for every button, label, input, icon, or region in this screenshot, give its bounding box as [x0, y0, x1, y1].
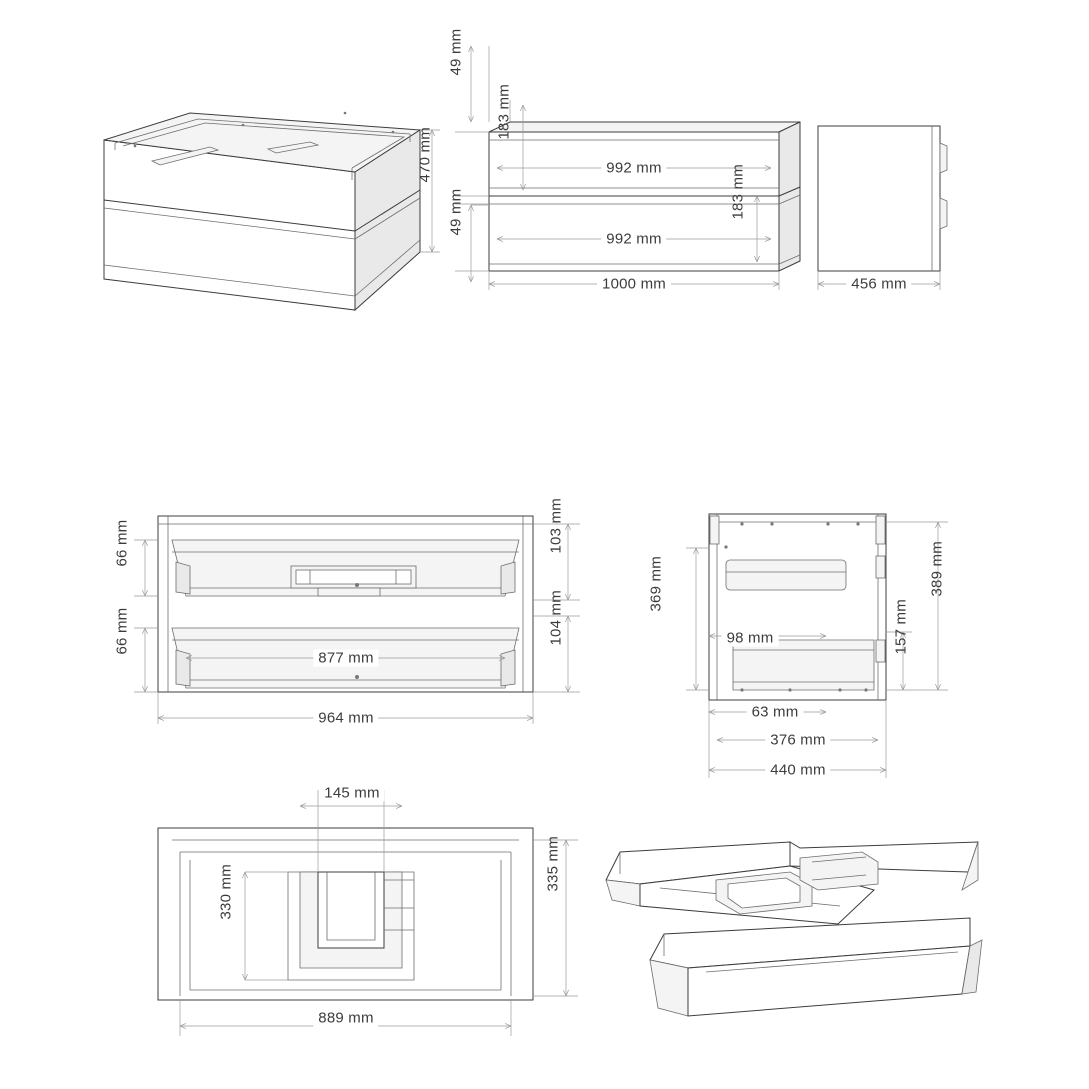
dim-front-bottom-gap: 49 mm: [447, 188, 465, 236]
dim-side-open-440: 440 mm: [765, 762, 830, 779]
dim-front-total-width: 1000 mm: [597, 276, 671, 293]
dim-side-open-376: 376 mm: [765, 732, 830, 749]
dim-open-right-top: 103 mm: [547, 498, 565, 554]
dim-open-left-bottom: 66 mm: [113, 607, 131, 655]
dim-front-drawer-bottom-height: 183 mm: [729, 164, 747, 220]
dim-open-left-top: 66 mm: [113, 519, 131, 567]
dim-plan-notch-depth: 330 mm: [217, 864, 235, 920]
dim-side-open-63: 63 mm: [747, 704, 804, 721]
view-front-open-drawers: [134, 516, 580, 724]
dim-iso-height: 470 mm: [416, 127, 434, 183]
dim-plan-depth: 335 mm: [544, 836, 562, 892]
view-exploded-drawers: [606, 842, 982, 1016]
dim-front-drawer-top-width: 992 mm: [601, 160, 666, 177]
dim-plan-width: 889 mm: [313, 1010, 378, 1027]
view-side-elevation: [818, 126, 947, 290]
dim-front-drawer-bottom-width: 992 mm: [601, 231, 666, 248]
dim-side-open-left: 369 mm: [647, 556, 665, 612]
dim-side-depth: 456 mm: [846, 276, 911, 293]
dim-side-open-inner-right: 157 mm: [892, 599, 910, 655]
dim-open-total-width: 964 mm: [313, 710, 378, 727]
dim-side-open-right: 389 mm: [928, 541, 946, 597]
dim-open-inner-width: 877 mm: [313, 650, 378, 667]
dim-front-drawer-top-height: 183 mm: [495, 84, 513, 140]
view-isometric-cabinet: [104, 112, 440, 310]
dim-side-open-98: 98 mm: [722, 630, 779, 647]
dim-open-right-bottom: 104 mm: [547, 590, 565, 646]
dim-front-top-gap: 49 mm: [447, 28, 465, 76]
dim-plan-notch-width: 145 mm: [319, 785, 384, 802]
